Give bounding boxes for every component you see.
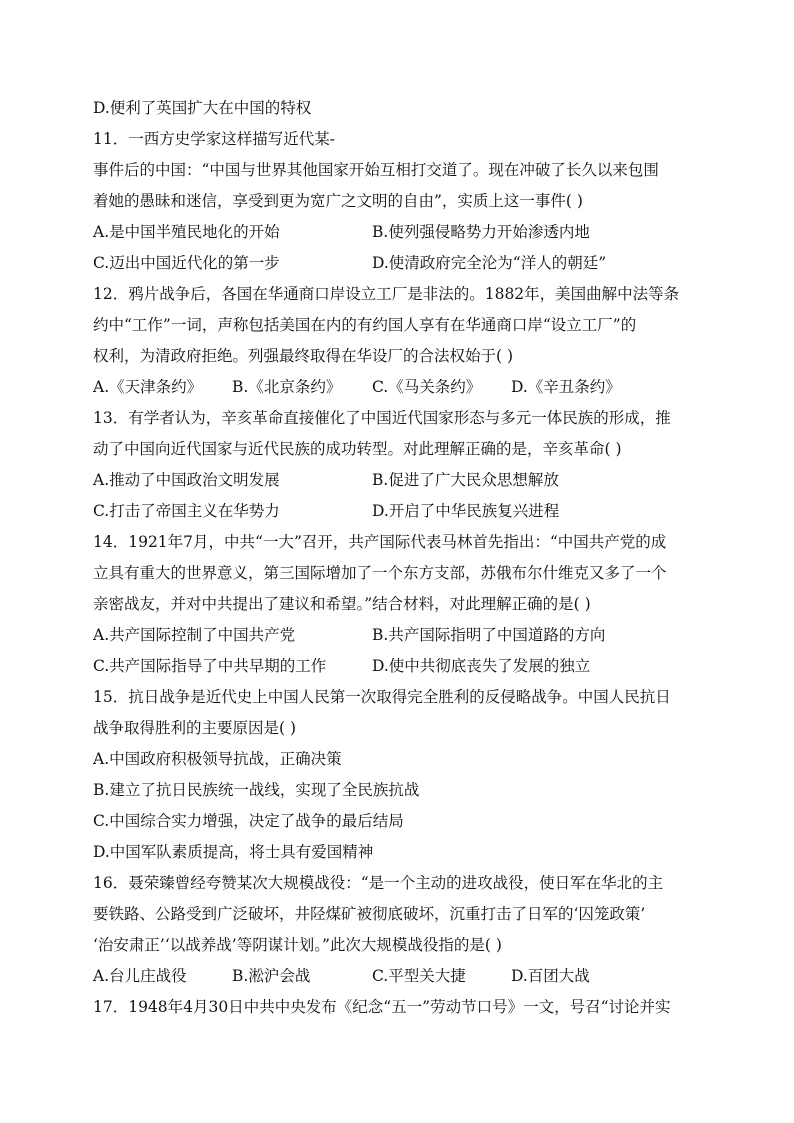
q14-stem-line-3: 亲密战友，并对中共提出了建议和希望。”结合材料，对此理解正确的是( ) xyxy=(93,595,591,613)
q16-stem-line-3: ‘治安肃正’‘以战养战’等阴谋计划。”此次大规模战役指的是( ) xyxy=(93,936,502,954)
q15-stem-line-2: 战争取得胜利的主要原因是( ) xyxy=(93,719,297,737)
q10-option-d: D.便利了英国扩大在中国的特权 xyxy=(93,99,312,117)
q16-option-d: D.百团大战 xyxy=(511,967,590,985)
q15-option-d: D.中国军队素质提高，将士具有爱国精神 xyxy=(93,843,374,861)
q12-option-a: A.《天津条约》 xyxy=(93,378,203,396)
q14-option-a: A.共产国际控制了中国共产党 xyxy=(93,626,296,644)
q11-stem-line-3: 着她的愚昧和迷信，享受到更为宽广之文明的自由”，实质上这一事件( ) xyxy=(93,192,583,210)
q13-option-b: B.促进了广大民众思想解放 xyxy=(372,471,559,489)
q16-option-a: A.台儿庄战役 xyxy=(93,967,187,985)
q12-stem-line-2: 约中“工作”一词，声称包括美国在内的有约国人享有在华通商口岸“设立工厂”的 xyxy=(93,316,637,334)
q13-stem-line-2: 动了中国向近代国家与近代民族的成功转型。对此理解正确的是，辛亥革命( ) xyxy=(93,440,622,458)
q11-stem-line-1: 11．一西方史学家这样描写近代某- xyxy=(93,130,335,148)
q15-option-a: A.中国政府积极领导抗战，正确决策 xyxy=(93,750,342,768)
q12-option-b: B.《北京条约》 xyxy=(232,378,342,396)
q11-option-b: B.使列强侵略势力开始渗透内地 xyxy=(372,223,590,241)
q13-option-a: A.推动了中国政治文明发展 xyxy=(93,471,280,489)
q16-stem-line-2: 要铁路、公路受到广泛破坏，井陉煤矿被彻底破坏，沉重打击了日军的‘囚笼政策’ xyxy=(93,905,646,923)
q15-option-c: C.中国综合实力增强，决定了战争的最后结局 xyxy=(93,812,404,830)
q14-stem-line-2: 立具有重大的世界意义，第三国际增加了一个东方支部，苏俄布尔什维克又多了一个 xyxy=(93,564,667,582)
q13-option-d: D.开启了中华民族复兴进程 xyxy=(372,502,560,520)
q16-option-c: C.平型关大捷 xyxy=(372,967,466,985)
q14-option-c: C.共产国际指导了中共早期的工作 xyxy=(93,657,327,675)
q15-option-b: B.建立了抗日民族统一战线，实现了全民族抗战 xyxy=(93,781,420,799)
q11-option-a: A.是中国半殖民地化的开始 xyxy=(93,223,280,241)
q12-stem-line-3: 权利，为清政府拒绝。列强最终取得在华设厂的合法权始于( ) xyxy=(93,347,514,365)
q14-option-b: B.共产国际指明了中国道路的方向 xyxy=(372,626,606,644)
q14-stem-line-1: 14．1921年7月，中共“一大”召开，共产国际代表马林首先指出：“中国共产党的成 xyxy=(93,533,667,551)
q12-option-d: D.《辛丑条约》 xyxy=(511,378,621,396)
q11-option-c: C.迈出中国近代化的第一步 xyxy=(93,254,280,272)
q15-stem-line-1: 15．抗日战争是近代史上中国人民第一次取得完全胜利的反侵略战争。中国人民抗日 xyxy=(93,688,671,706)
q13-option-c: C.打击了帝国主义在华势力 xyxy=(93,502,280,520)
q12-option-c: C.《马关条约》 xyxy=(372,378,482,396)
q16-option-b: B.淞沪会战 xyxy=(232,967,311,985)
q17-stem-line-1: 17．1948年4月30日中共中央发布《纪念“五一”劳动节口号》一文，号召“讨论并实 xyxy=(93,998,671,1016)
q11-stem-line-2: 事件后的中国：“中国与世界其他国家开始互相打交道了。现在冲破了长久以来包围 xyxy=(93,161,659,179)
q11-option-d: D.使清政府完全沦为“洋人的朝廷” xyxy=(372,254,607,272)
q16-stem-line-1: 16．聂荣臻曾经夸赞某次大规模战役：“是一个主动的进攻战役，使日军在华北的主 xyxy=(93,874,664,892)
q14-option-d: D.使中共彻底丧失了发展的独立 xyxy=(372,657,591,675)
q13-stem-line-1: 13．有学者认为，辛亥革命直接催化了中国近代国家形态与多元一体民族的形成，推 xyxy=(93,409,671,427)
q12-stem-line-1: 12．鸦片战争后，各国在华通商口岸设立工厂是非法的。1882年，美国曲解中法等条 xyxy=(93,285,680,303)
